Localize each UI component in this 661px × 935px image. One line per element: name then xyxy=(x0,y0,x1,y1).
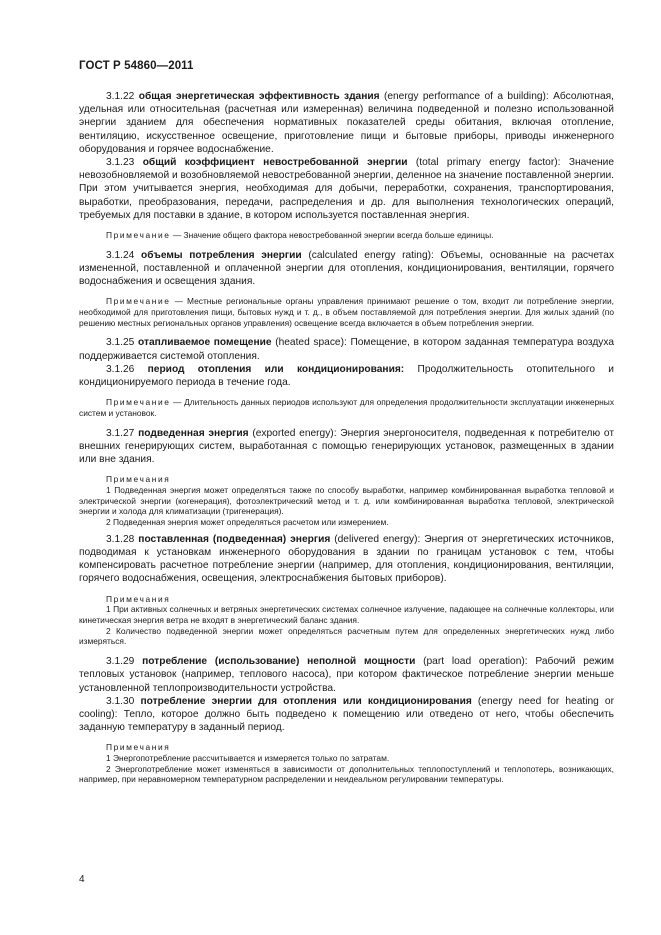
note-3-1-27-2: 2 Подведенная энергия может определяться расчетом или измерением. xyxy=(106,517,389,528)
term-number: 3.1.22 xyxy=(106,91,135,102)
term-title: потребление (использование) неполной мощности xyxy=(142,656,416,668)
term-definition: Продолжительность отопительного и кондиционируемого периода в течение года. xyxy=(79,363,614,389)
term-number: 3.1.30 xyxy=(106,695,135,707)
note-3-1-30-1: 1 Энергопотребление рассчитывается и измеряется только по затратам. xyxy=(106,753,390,764)
term-definition: (calculated energy rating): Объемы, основанные на расчетах измененной, поставленной и оплаченной энергии для отопления, кондиционирования, вентиляции, горячего водоснабжения и освещения здания. xyxy=(79,249,614,288)
term-number: 3.1.28 xyxy=(106,533,135,545)
note-3-1-26 xyxy=(79,397,614,418)
term-definition: (heated space): Помещение, в котором заданная температура воздуха поддерживается системой отопления. xyxy=(79,337,614,362)
note-3-1-28-2: 2 Количество подведенной энергии может определяться расчетным путем для определенных энергетических нужд либо измеряться. xyxy=(79,625,614,647)
term-definition: (delivered energy): Энергия от энергетических источников, подводимая к установкам инженерного оборудования в здании по границам установок с тем, чтобы компенсировать расчетное потребление энергии (например, для отопления, кондиционирования, вентиляции, горячего водоснабжения, освещения, электроснабжения бытовых приборов). xyxy=(79,533,614,585)
term-number: 3.1.29 xyxy=(106,656,135,668)
term-3-1-26 xyxy=(79,363,614,389)
note-3-1-30-2: 2 Энергопотребление может изменяться в зависимости от дополнительных теплопоступлений и теплопотерь, возникающих, например, при неравномерном температурном распределении и неидеальном регулировании температуры. xyxy=(79,763,614,785)
term-definition: (total primary energy factor): Значение невозобновляемой и возобновляемой невостребованной энергии, деленное на значение поставленной энергии. При этом учитывается энергия, необходимая для добычи, переработки, сохранения, транспортирования, выработки, преобразования, передачи, распределения и др. для выполнения технологических операций, требуемых для поставки в здание, в котором используется поставленная энергия. xyxy=(79,157,614,221)
term-3-1-30 xyxy=(79,695,614,735)
notes-heading-3-1-30: Примечания xyxy=(106,742,171,753)
term-3-1-27 xyxy=(79,427,614,467)
term-title: общая энергетическая эффективность здания xyxy=(138,91,380,102)
term-3-1-22 xyxy=(79,90,614,156)
note-label: Примечание xyxy=(106,296,171,307)
notes-heading-3-1-28: Примечания xyxy=(106,593,171,604)
term-3-1-23 xyxy=(79,156,614,222)
term-title: поставленная (подведенная) энергия xyxy=(138,533,331,545)
term-number: 3.1.24 xyxy=(106,249,135,261)
term-title: подведенная энергия xyxy=(138,427,249,439)
note-text: — Значение общего фактора невостребованной энергии всегда больше единицы. xyxy=(172,230,494,241)
note-3-1-23 xyxy=(79,230,614,241)
page-number: 4 xyxy=(79,874,85,885)
term-title: отапливаемое помещение xyxy=(137,337,272,349)
term-definition: (exported energy): Энергия энергоносителя, подведенная к потребителю от внешних генерирующих систем, выработанная с помощью генерирующих установок, размещенных в здании или вне здания. xyxy=(79,427,614,466)
term-definition: (energy performance of a building): Абсолютная, удельная или относительная (расчетная или измеренная) величина подведенной и полезно использованной энергии зданием для обеспечения нормативных показателей среды обитания, включая отопление, вентиляцию, искусственное освещение, приготовление пищи и бытовые приборы, приводы инженерного оборудования и горячее водоснабжение. xyxy=(79,91,614,155)
document-header: ГОСТ Р 54860—2011 xyxy=(79,60,194,72)
note-label: Примечание xyxy=(106,230,171,241)
term-3-1-28 xyxy=(79,533,614,586)
note-label: Примечание xyxy=(106,397,171,408)
term-title: период отопления или кондиционирования: xyxy=(147,363,405,375)
term-definition: (part load operation): Рабочий режим тепловых установок (например, теплового насоса), при котором фактическое потребление энергии меньше установленной теплопроизводительности устройства. xyxy=(79,656,614,694)
note-3-1-24 xyxy=(79,296,614,328)
note-3-1-27-1: 1 Подведенная энергия может определяться также по способу выработки, например комбинированная выработка тепловой и электрической энергии (когенерация), фотоэлектрический метод и т. д. или комбинированная выработка тепловой, электрической энергии и холода для климатизации (тригенерация). xyxy=(79,484,614,517)
term-number: 3.1.26 xyxy=(106,363,135,375)
notes-heading-3-1-27: Примечания xyxy=(106,474,171,485)
term-3-1-29 xyxy=(79,655,614,695)
term-3-1-24 xyxy=(79,249,614,289)
term-3-1-25 xyxy=(79,336,614,362)
note-text: — Длительность данных периодов используют для определения продолжительности эксплуатации инженерных систем и установок. xyxy=(79,397,615,418)
term-title: общий коэффициент невостребованной энергии xyxy=(142,157,408,169)
term-title: объемы потребления энергии xyxy=(141,249,302,261)
document-body xyxy=(79,90,614,785)
term-definition: (energy need for heating or cooling): Тепло, которое должно быть подведено к помещению или отведено от него, чтобы обеспечить заданную температуру в заданный период. xyxy=(79,695,614,734)
term-number: 3.1.23 xyxy=(106,157,135,169)
note-3-1-28-1: 1 При активных солнечных и ветряных энергетических системах солнечное излучение, падающее на солнечные коллекторы, или кинетическая энергия ветра не входят в энергетический баланс здания. xyxy=(79,604,614,626)
note-text: — Местные региональные органы управления принимают решение о том, входит ли потребление энергии, необходимой для приготовления пищи, бытовых нужд и т. д., в объем поставляемой для потребления энергии. Для жилых зданий (по решению местных региональных органов управления) освещение всегда включается в объем потребления энергии. xyxy=(79,296,614,328)
term-title: потребление энергии для отопления или кондиционирования xyxy=(140,695,472,707)
term-number: 3.1.27 xyxy=(106,427,135,439)
term-number: 3.1.25 xyxy=(106,337,135,349)
